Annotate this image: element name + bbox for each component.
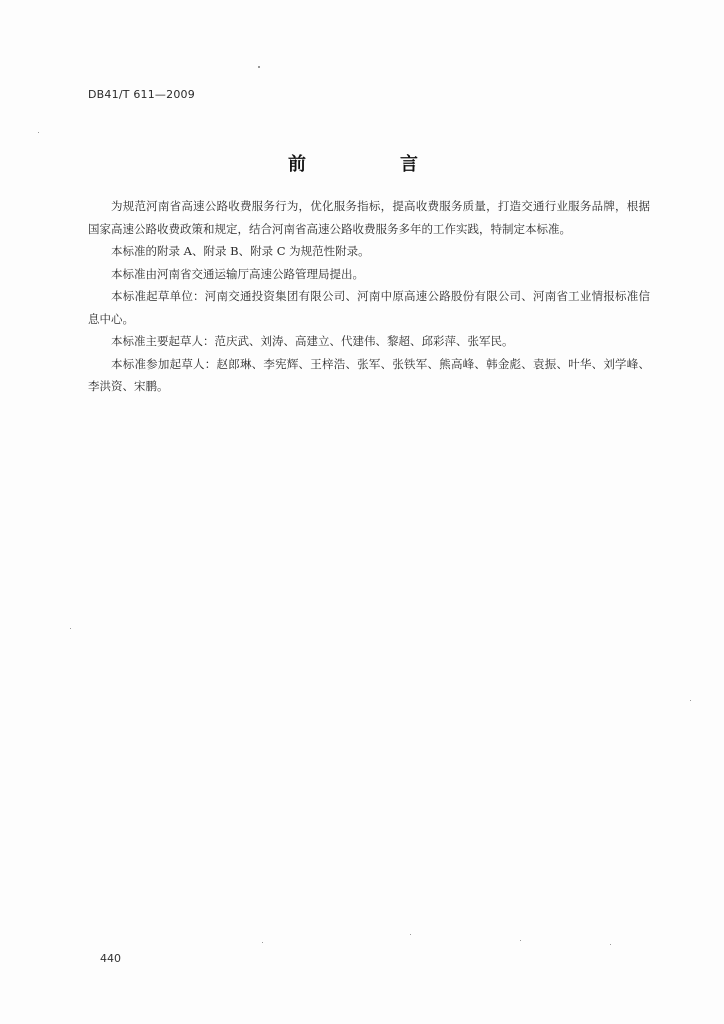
scan-speck — [70, 628, 71, 629]
scan-speck — [410, 934, 411, 935]
scan-speck — [520, 940, 521, 941]
document-code: DB41/T 611—2009 — [88, 88, 195, 101]
paragraph-main-drafters: 本标准主要起草人：范庆武、刘涛、高建立、代建伟、黎超、邱彩萍、张军民。 — [111, 334, 514, 348]
paragraph-appendix: 本标准的附录 A、附录 B、附录 C 为规范性附录。 — [111, 244, 370, 258]
scan-speck — [38, 132, 39, 133]
paragraph-proposer: 本标准由河南省交通运输厅高速公路管理局提出。 — [111, 266, 364, 281]
section-title: 前 言 — [288, 154, 456, 175]
scan-speck — [610, 944, 611, 945]
page-number: 440 — [100, 952, 121, 965]
scan-speck — [690, 700, 691, 701]
paragraph-participating-drafters: 本标准参加起草人：赵郎琳、李宪辉、王梓浩、张军、张铁军、熊高峰、韩金彪、袁振、叶华、刘学峰、李洪资、宋鹏。 — [88, 356, 650, 393]
paragraph-drafting-units: 本标准起草单位：河南交通投资集团有限公司、河南中原高速公路股份有限公司、河南省工业情报标准信息中心。 — [88, 289, 650, 326]
scan-speck — [258, 66, 260, 68]
scan-speck — [262, 942, 263, 943]
foreword-body — [88, 195, 650, 398]
paragraph-purpose: 为规范河南省高速公路收费服务行为，优化服务指标，提高收费服务质量，打造交通行业服务品牌，根据国家高速公路收费政策和规定，结合河南省高速公路收费服务多年的工作实践，特制定本标准。 — [88, 199, 650, 236]
